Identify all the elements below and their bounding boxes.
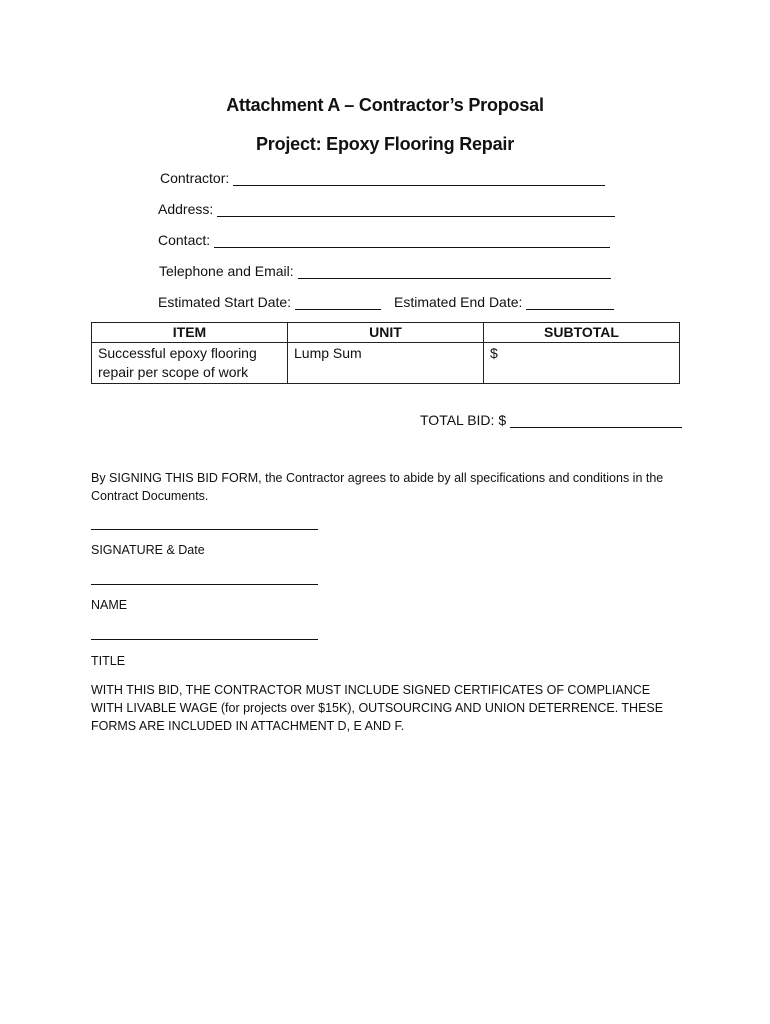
address-input-line[interactable] (217, 201, 615, 217)
table-row (92, 343, 680, 384)
contractor-label: Contractor: (160, 170, 230, 186)
contact-input-line[interactable] (214, 232, 610, 248)
total-bid-label: TOTAL BID: $ (420, 412, 507, 428)
header-unit: UNIT (288, 323, 484, 343)
signature-date-label: SIGNATURE & Date (91, 543, 205, 557)
end-date-label: Estimated End Date: (394, 294, 523, 310)
total-bid-input-line[interactable] (510, 412, 682, 428)
bid-table (91, 322, 680, 384)
contractor-field[interactable] (160, 166, 605, 186)
project-title: Project: Epoxy Flooring Repair (255, 134, 515, 154)
name-label: NAME (91, 598, 128, 612)
telephone-email-field[interactable] (159, 259, 611, 279)
title-line[interactable] (91, 639, 318, 640)
item-cell (92, 343, 288, 384)
item-text-line1: Successful epoxy flooring (98, 345, 257, 361)
end-date-field[interactable] (394, 290, 614, 310)
document-title: Attachment A – Contractor’s Proposal (226, 95, 544, 115)
address-label: Address: (158, 201, 214, 217)
start-date-input-line[interactable] (295, 294, 381, 310)
header-item: ITEM (92, 323, 288, 343)
address-field[interactable] (158, 197, 615, 217)
telephone-email-input-line[interactable] (298, 263, 611, 279)
header-subtotal: SUBTOTAL (484, 323, 680, 343)
end-date-input-line[interactable] (526, 294, 614, 310)
table-header-row (92, 323, 680, 343)
start-date-field[interactable] (158, 290, 381, 310)
contractor-input-line[interactable] (233, 170, 605, 186)
subtotal-cell[interactable]: $ (484, 343, 680, 384)
signature-line[interactable] (91, 529, 318, 530)
contact-label: Contact: (158, 232, 211, 248)
contact-field[interactable] (158, 228, 610, 248)
compliance-notice: WITH THIS BID, THE CONTRACTOR MUST INCLUDE SIGNED CERTIFICATES OF COMPLIANCE WITH LIVABLE WAGE (for projects over $15K), OUTSOURCING AND UNION DETERRENCE. THESE FORMS ARE INCLUDED IN ATTACHMENT D, E AND F. (91, 683, 664, 733)
agreement-text: By SIGNING THIS BID FORM, the Contractor agrees to abide by all specifications and conditions in the Contract Documents. (91, 471, 664, 503)
telephone-email-label: Telephone and Email: (159, 263, 294, 279)
start-date-label: Estimated Start Date: (158, 294, 292, 310)
unit-cell: Lump Sum (288, 343, 484, 384)
title-label: TITLE (91, 654, 126, 668)
total-bid-field[interactable] (420, 412, 682, 428)
item-text-line2: repair per scope of work (98, 364, 249, 380)
name-line[interactable] (91, 584, 318, 585)
